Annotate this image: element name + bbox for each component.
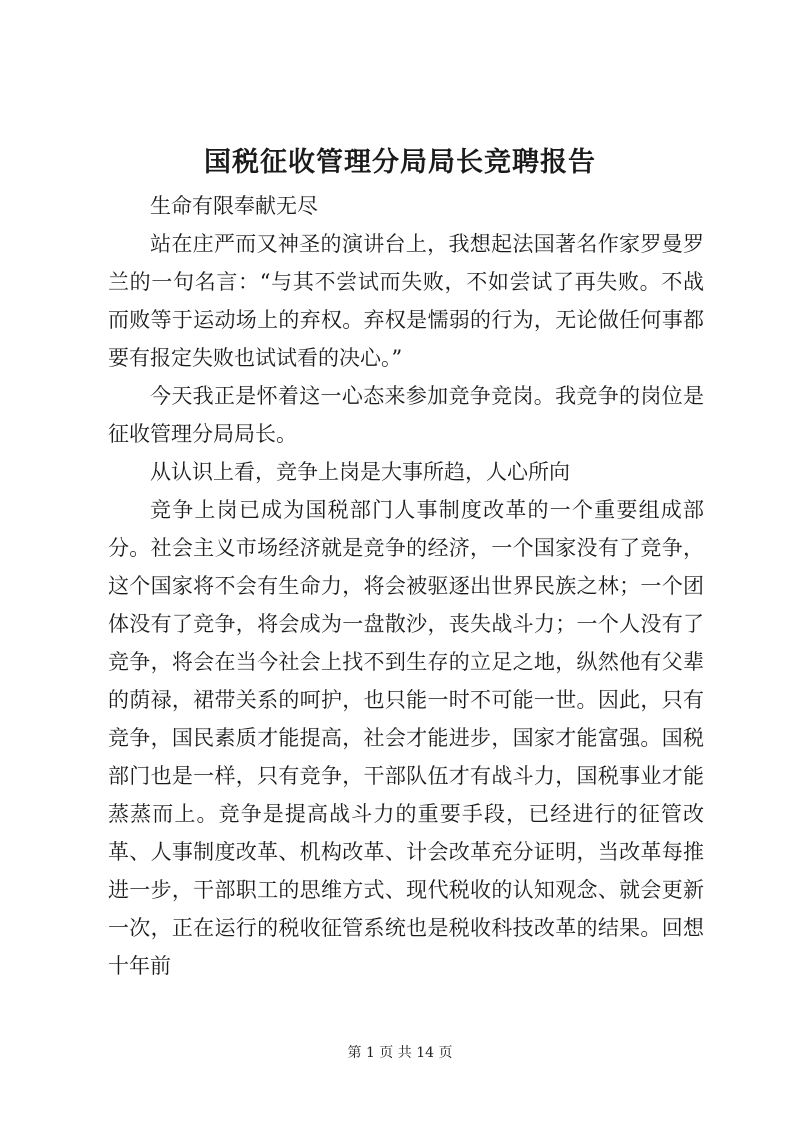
paragraph-heading-1: 生命有限奉献无尽: [150, 194, 318, 218]
paragraph-competition: 竞争上岗已成为国税部门人事制度改革的一个重要组成部分。社会主义市场经济就是竞争的经济，一个国家没有了竞争，这个国家将不会有生命力，将会被驱逐出世界民族之林；一个团体没有了竞争，将会成为一盘散沙，丧失战斗力；一个人没有了竞争，将会在当今社会上找不到生存的立足之地，纵然他有父辈的荫禄，裙带关系的呵护，也只能一时不可能一世。因此，只有竞争，国民素质才能提高，社会才能进步，国家才能富强。国税部门也是一样，只有竞争，干部队伍才有战斗力，国税事业才能蒸蒸而上。竞争是提高战斗力的重要手段，已经进行的征管改革、人事制度改革、机构改革、计会改革充分证明，当改革每推进一步，干部职工的思维方式、现代税收的认知观念、就会更新一次，正在运行的税收征管系统也是税收科技改革的结果。回想十年前: [108, 498, 704, 978]
document-title: 国税征收管理分局局长竞聘报告: [204, 147, 596, 178]
paragraph-quote: 站在庄严而又神圣的演讲台上，我想起法国著名作家罗曼罗兰的一句名言：“与其不尝试而失败，不如尝试了再失败。不战而败等于运动场上的弃权。弃权是懦弱的行为，无论做任何事都要有报定失败也试试看的决心。”: [108, 232, 704, 370]
paragraph-position: 今天我正是怀着这一心态来参加竞争竞岗。我竞争的岗位是征收管理分局局长。: [108, 384, 704, 446]
paragraph-heading-2: 从认识上看，竞争上岗是大事所趋，人心所向: [150, 460, 570, 484]
page-number-footer: 第 1 页 共 14 页: [347, 1045, 453, 1061]
document-body: [108, 187, 704, 985]
